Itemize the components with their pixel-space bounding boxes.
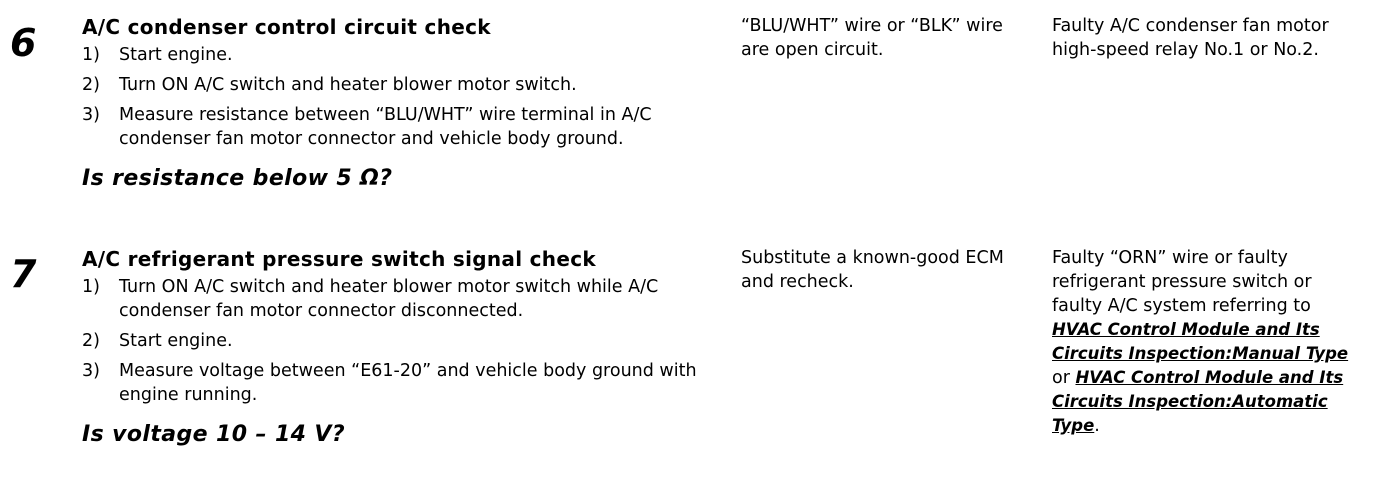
substep xyxy=(82,43,712,67)
step-number: 7 xyxy=(10,252,37,296)
step-procedure xyxy=(82,14,712,193)
substep-list xyxy=(82,275,712,407)
hvac-manual-inspection-link[interactable]: HVAC Control Module and Its Circuits Inspection:Manual Type xyxy=(1052,320,1349,363)
step-question: Is voltage 10 – 14 V? xyxy=(82,422,346,447)
substep-list xyxy=(82,43,712,151)
substep-text: Turn ON A/C switch and heater blower motor switch while A/C condenser fan motor connector disconnected. xyxy=(119,277,659,321)
yes-result: Substitute a known-good ECM and recheck. xyxy=(741,248,1004,292)
substep-number: 2) xyxy=(82,75,100,95)
step-number: 6 xyxy=(10,21,37,65)
substep-text: Turn ON A/C switch and heater blower motor switch. xyxy=(119,75,577,95)
no-result-connector: or xyxy=(1052,368,1076,388)
no-result-text: Faulty “ORN” wire or faulty refrigerant pressure switch or faulty A/C system referring to xyxy=(1052,248,1312,316)
substep-text: Start engine. xyxy=(119,331,233,351)
substep xyxy=(82,103,712,151)
substep xyxy=(82,73,712,97)
substep-text: Measure resistance between “BLU/WHT” wire terminal in A/C condenser fan motor connector and vehicle body ground. xyxy=(119,105,652,149)
step-question: Is resistance below 5 Ω? xyxy=(82,166,393,191)
substep-number: 1) xyxy=(82,45,100,65)
substep xyxy=(82,275,712,323)
yes-result: “BLU/WHT” wire or “BLK” wire are open circuit. xyxy=(741,16,1003,60)
substep-text: Start engine. xyxy=(119,45,233,65)
substep-number: 2) xyxy=(82,331,100,351)
step-procedure xyxy=(82,246,712,449)
substep-number: 3) xyxy=(82,361,100,381)
substep-text: Measure voltage between “E61-20” and vehicle body ground with engine running. xyxy=(119,361,697,405)
substep-number: 3) xyxy=(82,105,100,125)
step-title: A/C refrigerant pressure switch signal check xyxy=(82,247,596,271)
no-result-period: . xyxy=(1094,416,1100,436)
substep-number: 1) xyxy=(82,277,100,297)
no-result xyxy=(1052,246,1352,438)
step-title: A/C condenser control circuit check xyxy=(82,15,491,39)
no-result: Faulty A/C condenser fan motor high-speed relay No.1 or No.2. xyxy=(1052,16,1329,60)
substep xyxy=(82,359,712,407)
substep xyxy=(82,329,712,353)
hvac-automatic-inspection-link[interactable]: HVAC Control Module and Its Circuits Inspection:Automatic Type xyxy=(1052,368,1344,435)
